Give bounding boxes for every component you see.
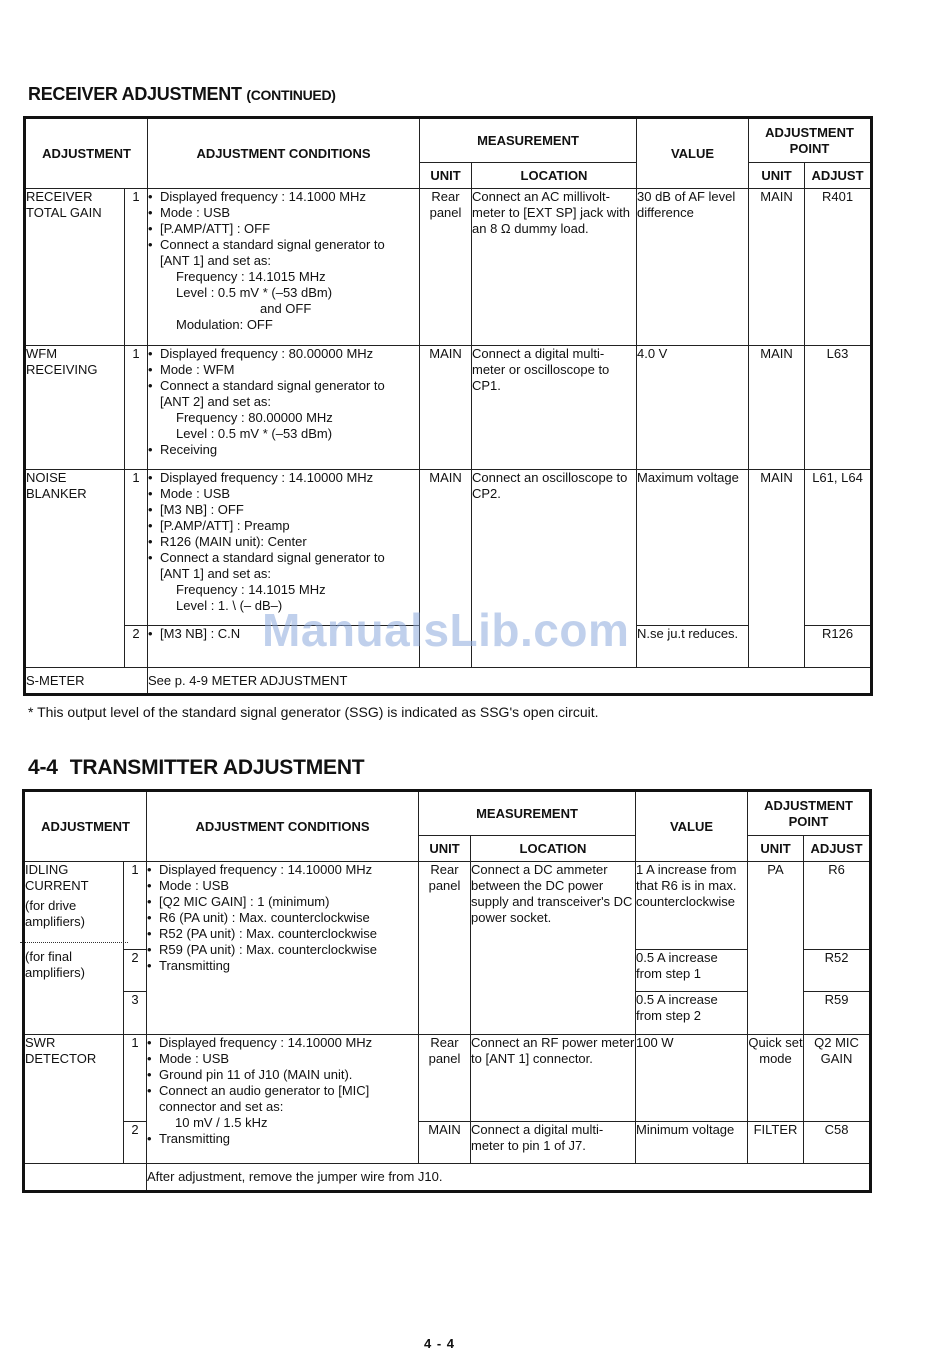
step-number: 2 bbox=[125, 626, 148, 668]
condition-line: • [P.AMP/ATT] : OFF bbox=[148, 221, 419, 237]
receiver-title-suffix: (CONTINUED) bbox=[246, 87, 336, 103]
header-unit: UNIT bbox=[419, 836, 471, 862]
step-number: 2 bbox=[124, 950, 147, 992]
measure-location: Connect an AC millivolt-meter to [EXT SP] jack with an 8 Ω dummy load. bbox=[472, 189, 637, 346]
point-unit: FILTER bbox=[748, 1122, 804, 1164]
condition-line: Frequency : 80.00000 MHz bbox=[176, 410, 333, 425]
measure-unit: Rear panel bbox=[419, 1035, 471, 1122]
step-number: 1 bbox=[124, 862, 147, 950]
point-adjust: R59 bbox=[804, 992, 871, 1035]
table-row bbox=[24, 862, 871, 950]
condition-line: Modulation: OFF bbox=[176, 317, 273, 332]
point-adjust: L63 bbox=[805, 346, 872, 470]
watermark-logo: ManualsLib.com bbox=[262, 604, 630, 656]
condition-line: • R59 (PA unit) : Max. counterclockwise bbox=[147, 942, 418, 958]
condition-line: • Mode : USB bbox=[148, 486, 419, 502]
measure-location: Connect an RF power meter to [ANT 1] connector. bbox=[471, 1035, 636, 1122]
point-adjust: Q2 MIC GAIN bbox=[804, 1035, 871, 1122]
conditions-cell bbox=[148, 346, 420, 470]
conditions-cell bbox=[148, 626, 420, 668]
condition-line: • Transmitting bbox=[147, 1131, 418, 1147]
header-value: VALUE bbox=[636, 791, 748, 862]
condition-line: • [M3 NB] : C.N bbox=[148, 626, 419, 642]
measure-location: Connect a digital multi-meter to pin 1 of J7. bbox=[471, 1122, 636, 1164]
value-cell: 1 A increase from that R6 is in max. counterclockwise bbox=[636, 862, 748, 950]
condition-line: • R52 (PA unit) : Max. counterclockwise bbox=[147, 926, 418, 942]
condition-line: • Mode : USB bbox=[147, 878, 418, 894]
condition-line: connector and set as: bbox=[159, 1099, 284, 1114]
step-number: 2 bbox=[124, 1122, 147, 1164]
step-number: 1 bbox=[125, 470, 148, 626]
row-name: NOISE BLANKER bbox=[25, 470, 125, 668]
condition-line: [ANT 1] and set as: bbox=[160, 253, 272, 268]
transmitter-section-title bbox=[28, 756, 364, 780]
condition-line: • Connect a standard signal generator to bbox=[148, 237, 419, 253]
condition-line: • Displayed frequency : 14.10000 MHz bbox=[147, 862, 418, 878]
header-conditions: ADJUSTMENT CONDITIONS bbox=[148, 118, 420, 189]
measure-unit: Rear panel bbox=[420, 189, 472, 346]
value-cell: Minimum voltage bbox=[636, 1122, 748, 1164]
condition-line: 10 mV / 1.5 kHz bbox=[175, 1115, 268, 1130]
table-row bbox=[25, 470, 872, 626]
step-number: 1 bbox=[125, 189, 148, 346]
table-row bbox=[25, 346, 872, 470]
row-name: S-METER bbox=[25, 668, 148, 695]
conditions-cell bbox=[147, 862, 419, 1035]
measure-unit: Rear panel bbox=[419, 862, 471, 1035]
condition-line: • R126 (MAIN unit): Center bbox=[148, 534, 419, 550]
conditions-cell bbox=[148, 189, 420, 346]
value-cell: 30 dB of AF level difference bbox=[637, 189, 749, 346]
section-number: 4-4 bbox=[28, 756, 58, 779]
condition-line: Level : 0.5 mV * (–53 dBm) bbox=[176, 285, 333, 300]
step-number: 1 bbox=[124, 1035, 147, 1122]
condition-line: • Connect an audio generator to [MIC] bbox=[147, 1083, 418, 1099]
s-meter-note: See p. 4-9 METER ADJUSTMENT bbox=[148, 668, 872, 695]
condition-line: • Receiving bbox=[148, 442, 419, 458]
value-cell: 0.5 A increase from step 2 bbox=[636, 992, 748, 1035]
condition-line: • Ground pin 11 of J10 (MAIN unit). bbox=[147, 1067, 418, 1083]
header-measurement: MEASUREMENT bbox=[419, 791, 636, 836]
point-adjust: R6 bbox=[804, 862, 871, 950]
measure-location: Connect an oscilloscope to CP2. bbox=[472, 470, 637, 668]
table-row bbox=[24, 1164, 871, 1192]
table-row bbox=[24, 1035, 871, 1122]
header-conditions: ADJUSTMENT CONDITIONS bbox=[147, 791, 419, 862]
footnote: * This output level of the standard signal generator (SSG) is indicated as SSG's open circuit. bbox=[28, 704, 599, 720]
header-adjustment-point: ADJUSTMENT POINT bbox=[748, 791, 871, 836]
condition-line: • [P.AMP/ATT] : Preamp bbox=[148, 518, 419, 534]
measure-location: Connect a digital multi-meter or oscilloscope to CP1. bbox=[472, 346, 637, 470]
condition-line: • [M3 NB] : OFF bbox=[148, 502, 419, 518]
condition-line: • Mode : WFM bbox=[148, 362, 419, 378]
header-point-unit: UNIT bbox=[749, 163, 805, 189]
receiver-title: RECEIVER ADJUSTMENT bbox=[28, 84, 242, 104]
condition-line: • Connect a standard signal generator to bbox=[148, 378, 419, 394]
value-cell: 4.0 V bbox=[637, 346, 749, 470]
condition-line: • Displayed frequency : 14.10000 MHz bbox=[147, 1035, 418, 1051]
header-value: VALUE bbox=[637, 118, 749, 189]
header-measurement: MEASUREMENT bbox=[420, 118, 637, 163]
row-name: WFM RECEIVING bbox=[25, 346, 125, 470]
measure-unit: MAIN bbox=[420, 346, 472, 470]
condition-line: • Displayed frequency : 14.10000 MHz bbox=[148, 470, 419, 486]
conditions-cell bbox=[148, 470, 420, 626]
point-adjust: C58 bbox=[804, 1122, 871, 1164]
condition-line: • Displayed frequency : 14.1000 MHz bbox=[148, 189, 419, 205]
condition-line: and OFF bbox=[260, 301, 312, 316]
point-unit: MAIN bbox=[749, 470, 805, 668]
point-adjust: R52 bbox=[804, 950, 871, 992]
receiver-section-title bbox=[28, 84, 336, 105]
row-name bbox=[24, 862, 124, 1035]
header-adjustment: ADJUSTMENT bbox=[24, 791, 147, 862]
header-adjustment: ADJUSTMENT bbox=[25, 118, 148, 189]
condition-line: Frequency : 14.1015 MHz bbox=[176, 269, 326, 284]
value-cell: Maximum voltage bbox=[637, 470, 749, 626]
condition-line: Level : 0.5 mV * (–53 dBm) bbox=[176, 426, 333, 441]
after-adjustment-note: After adjustment, remove the jumper wire from J10. bbox=[147, 1164, 871, 1192]
point-unit: MAIN bbox=[749, 189, 805, 346]
point-unit: MAIN bbox=[749, 346, 805, 470]
idling-sub-final: (for final amplifiers) bbox=[20, 942, 128, 981]
header-unit: UNIT bbox=[420, 163, 472, 189]
conditions-cell bbox=[147, 1035, 419, 1164]
step-number: 3 bbox=[124, 992, 147, 1035]
condition-line: • Mode : USB bbox=[147, 1051, 418, 1067]
row-name: SWR DETECTOR bbox=[24, 1035, 124, 1164]
condition-line: • Transmitting bbox=[147, 958, 418, 974]
condition-line: Frequency : 14.1015 MHz bbox=[176, 582, 326, 597]
table-row bbox=[25, 668, 872, 695]
empty-cell bbox=[24, 1164, 147, 1192]
idling-sub-drive: (for drive amplifiers) bbox=[25, 898, 85, 929]
header-point-adjust: ADJUST bbox=[804, 836, 871, 862]
point-unit: Quick set mode bbox=[748, 1035, 804, 1122]
value-cell: 0.5 A increase from step 1 bbox=[636, 950, 748, 992]
point-adjust: L61, L64 bbox=[805, 470, 872, 626]
measure-unit: MAIN bbox=[419, 1122, 471, 1164]
condition-line: • Mode : USB bbox=[148, 205, 419, 221]
row-name: RECEIVER TOTAL GAIN bbox=[25, 189, 125, 346]
header-adjustment-point: ADJUSTMENT POINT bbox=[749, 118, 872, 163]
idling-name: IDLING CURRENT bbox=[25, 862, 89, 893]
condition-line: [ANT 1] and set as: bbox=[160, 566, 272, 581]
condition-line: • Displayed frequency : 80.00000 MHz bbox=[148, 346, 419, 362]
measure-location: Connect a DC ammeter between the DC power supply and transceiver's DC power socket. bbox=[471, 862, 636, 1035]
table-row bbox=[25, 189, 872, 346]
condition-line: [ANT 2] and set as: bbox=[160, 394, 272, 409]
header-location: LOCATION bbox=[472, 163, 637, 189]
point-unit: PA bbox=[748, 862, 804, 1035]
condition-line: Level : 1. \ (– dB–) bbox=[176, 598, 283, 613]
header-location: LOCATION bbox=[471, 836, 636, 862]
value-cell: 100 W bbox=[636, 1035, 748, 1122]
header-point-unit: UNIT bbox=[748, 836, 804, 862]
point-adjust: R126 bbox=[805, 626, 872, 668]
header-point-adjust: ADJUST bbox=[805, 163, 872, 189]
point-adjust: R401 bbox=[805, 189, 872, 346]
value-cell: N.se ju.t reduces. bbox=[637, 626, 749, 668]
condition-line: • Connect a standard signal generator to bbox=[148, 550, 419, 566]
transmitter-title: TRANSMITTER ADJUSTMENT bbox=[69, 756, 365, 779]
receiver-adjustment-table bbox=[23, 116, 873, 696]
step-number: 1 bbox=[125, 346, 148, 470]
page-number: 4 - 4 bbox=[424, 1336, 456, 1351]
measure-unit: MAIN bbox=[420, 470, 472, 668]
condition-line: • R6 (PA unit) : Max. counterclockwise bbox=[147, 910, 418, 926]
transmitter-adjustment-table bbox=[22, 789, 872, 1193]
condition-line: • [Q2 MIC GAIN] : 1 (minimum) bbox=[147, 894, 418, 910]
